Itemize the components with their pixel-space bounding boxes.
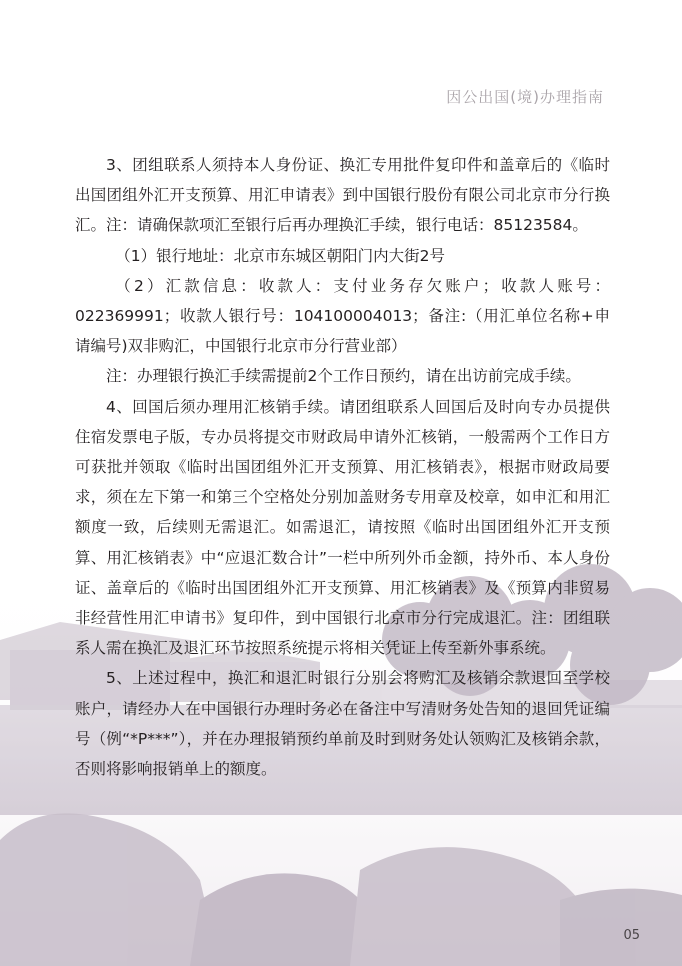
paragraph-step-5: 5、上述过程中，换汇和退汇时银行分别会将购汇及核销余款退回至学校账户，请经办人在中国银行办理时务必在备注中写清财务处告知的退回凭证编号（例“*P***”），并在办理报销预约单前及时到财务处认领购汇及核销余款，否则将影响报销单上的额度。 — [75, 669, 610, 779]
paragraph-remittance-info: （2）汇款信息：收款人：支付业务存欠账户；收款人账号：022369991；收款人银行号：104100004013；备注:（用汇单位名称+申请编号)双非购汇，中国银行北京市分行营业部） — [75, 276, 610, 356]
paragraph-step-3: 3、团组联系人须持本人身份证、换汇专用批件复印件和盖章后的《临时出国团组外汇开支预算、用汇申请表》到中国银行股份有限公司北京市分行换汇。注：请确保款项汇至银行后再办理换汇手续，银行电话：85123584。 — [75, 156, 610, 235]
paragraph-step-4: 4、回国后须办理用汇核销手续。请团组联系人回国后及时向专办员提供住宿发票电子版，专办员将提交市财政局申请外汇核销，一般需两个工作日方可获批并领取《临时出国团组外汇开支预算、用汇核销表》，根据市财政局要求，须在左下第一和第三个空格处分别加盖财务专用章及校章，如申汇和用汇额度一致，后续则无需退汇。如需退汇，请按照《临时出国团组外汇开支预算、用汇核销表》中“应退汇数合计”一栏中所列外币金额，持外币、本人身份证、盖章后的《临时出国团组外汇开支预算、用汇核销表》及《预算内非贸易非经营性用汇申请书》复印件，到中国银行北京市分行完成退汇。注：团组联系人需在换汇及退汇环节按照系统提示将相关凭证上传至新外事系统。 — [75, 397, 610, 658]
paragraph-note-appointment: 注：办理银行换汇手续需提前2个工作日预约，请在出访前完成手续。 — [106, 367, 581, 386]
page-number: 05 — [623, 928, 640, 943]
document-body — [75, 150, 610, 784]
paragraph-bank-address: （1）银行地址：北京市东城区朝阳门内大街2号 — [115, 246, 446, 265]
document-header-title: 因公出国(境)办理指南 — [446, 88, 604, 106]
